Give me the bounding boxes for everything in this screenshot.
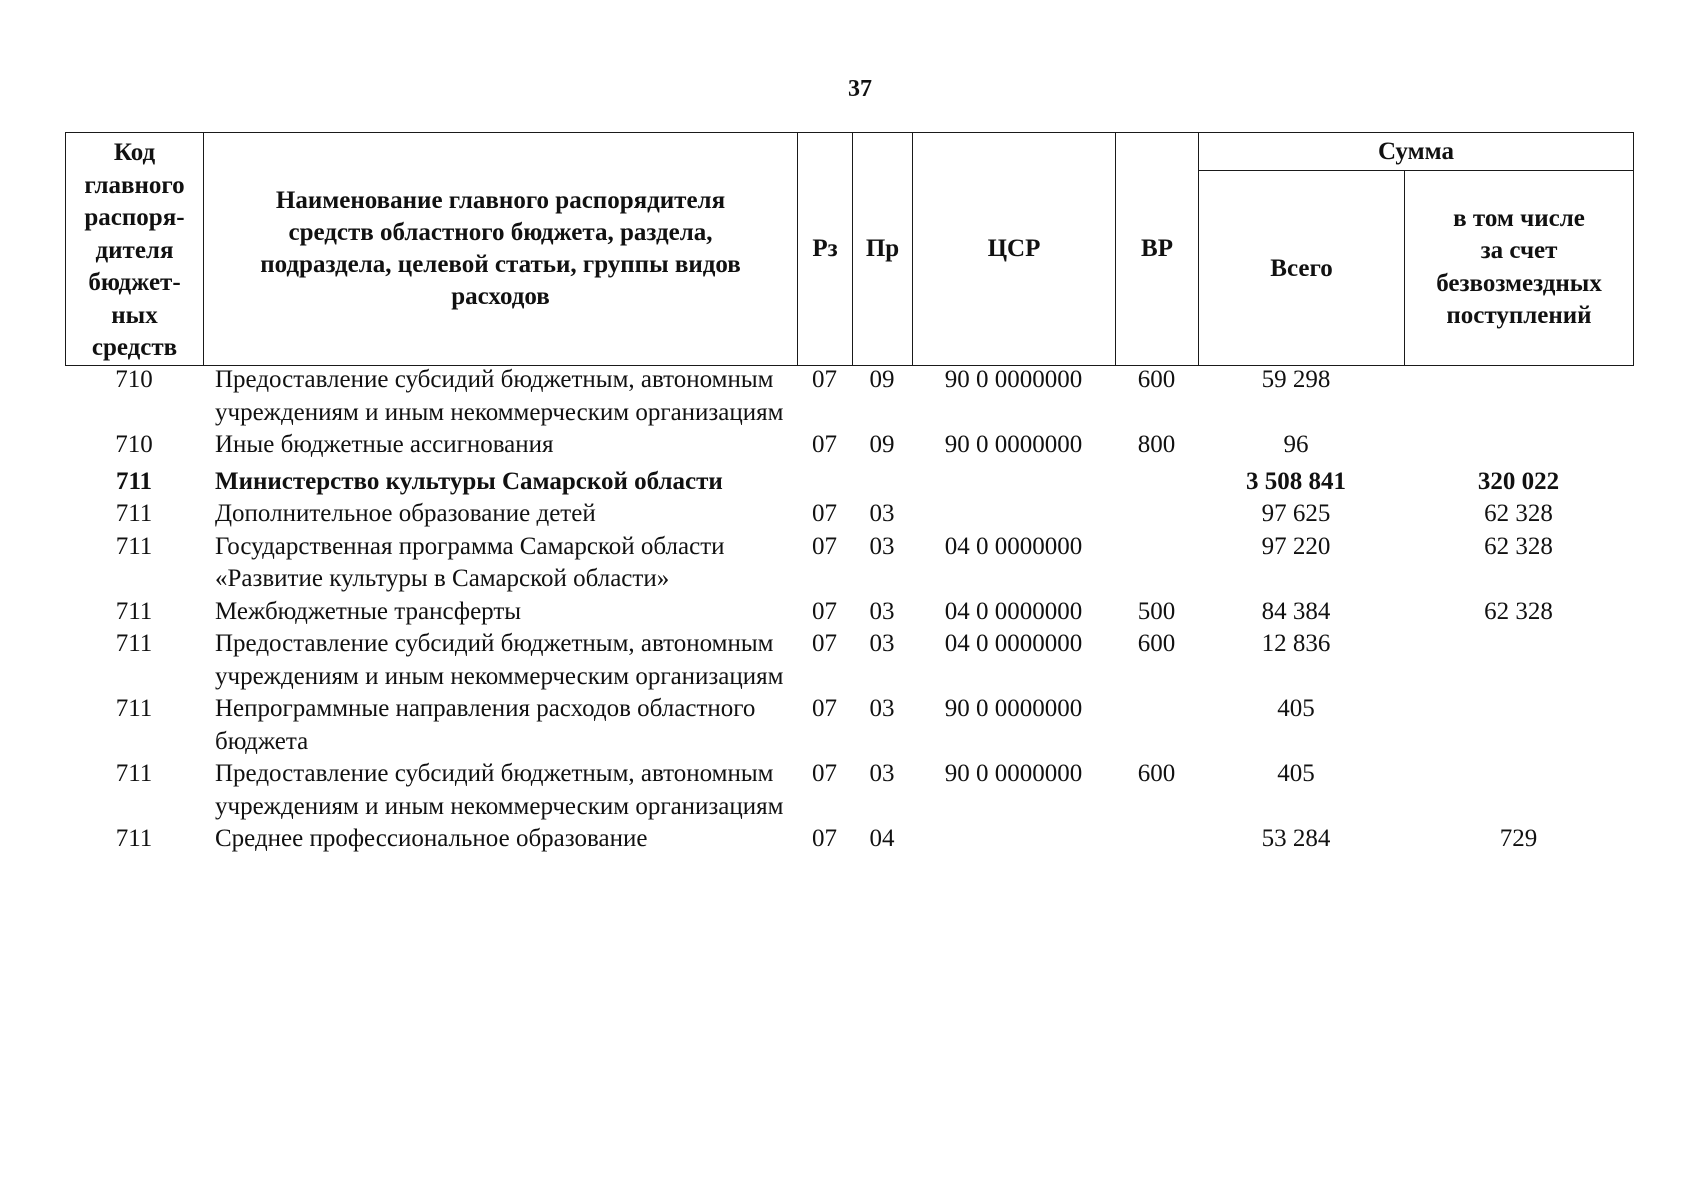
row-csr xyxy=(912,823,1115,856)
row-total: 12 836 xyxy=(1261,630,1331,657)
row-vr: 600 xyxy=(1137,760,1176,787)
row-vr: 600 xyxy=(1137,366,1176,393)
row-rz: 07 xyxy=(812,431,837,458)
header-vr: ВР xyxy=(1116,133,1199,366)
row-pr: 03 xyxy=(869,630,895,657)
row-code: 710 xyxy=(115,366,153,393)
row-vr xyxy=(1115,531,1198,596)
header-code-text: Код главного распоря- дителя бюджет- ных средств xyxy=(84,139,185,361)
row-vr xyxy=(1115,462,1198,499)
row-code: 711 xyxy=(115,760,153,787)
row-incl: 729 xyxy=(1499,825,1538,852)
row-rz: 07 xyxy=(812,366,837,393)
row-total: 97 625 xyxy=(1261,500,1331,527)
header-code xyxy=(66,133,204,366)
row-vr xyxy=(1115,693,1198,758)
row-csr: 04 0 0000000 xyxy=(944,532,1083,560)
row-vr: 800 xyxy=(1137,431,1176,458)
row-name: Предоставление субсидий бюджетным, автономным учреждениям и иным некоммерческим организациям xyxy=(215,630,784,690)
row-pr: 03 xyxy=(869,500,895,527)
row-name: Межбюджетные трансферты xyxy=(215,597,522,625)
row-incl: 62 328 xyxy=(1484,532,1553,560)
row-rz: 07 xyxy=(812,630,837,657)
row-incl: 320 022 xyxy=(1477,467,1560,495)
row-pr: 09 xyxy=(869,366,895,393)
row-code: 711 xyxy=(115,500,153,527)
row-total: 59 298 xyxy=(1261,366,1331,393)
row-rz: 07 xyxy=(812,760,837,787)
row-vr: 600 xyxy=(1137,630,1176,657)
budget-table xyxy=(65,364,1633,856)
row-code: 711 xyxy=(115,467,153,495)
table-row xyxy=(65,429,1633,462)
header-rz: Рз xyxy=(798,133,853,366)
row-rz: 07 xyxy=(812,695,837,722)
row-total: 405 xyxy=(1277,695,1315,722)
table-row xyxy=(65,531,1633,596)
row-csr: 04 0 0000000 xyxy=(944,630,1083,657)
table-row xyxy=(65,693,1633,758)
row-pr: 03 xyxy=(869,597,895,625)
row-total: 97 220 xyxy=(1261,532,1331,560)
row-name: Предоставление субсидий бюджетным, автономным учреждениям и иным некоммерческим организациям xyxy=(215,366,784,426)
row-code: 711 xyxy=(115,825,153,852)
row-total: 53 284 xyxy=(1261,825,1331,852)
row-rz: 07 xyxy=(812,597,837,625)
row-name: Иные бюджетные ассигнования xyxy=(215,431,554,458)
row-incl: 62 328 xyxy=(1484,597,1553,625)
row-vr: 500 xyxy=(1137,597,1176,625)
row-incl xyxy=(1404,628,1633,693)
header-name-text: Наименование главного распорядителя средств областного бюджета, раздела, подраздела, целевой статьи, группы видов расходов xyxy=(260,186,741,310)
row-name: Предоставление субсидий бюджетным, автономным учреждениям и иным некоммерческим организациям xyxy=(215,760,784,820)
row-pr: 04 xyxy=(869,825,895,852)
header-incl-text: в том числе за счет безвозмездных поступлений xyxy=(1436,204,1602,330)
table-header xyxy=(65,132,1634,366)
row-rz: 07 xyxy=(812,825,837,852)
table-row xyxy=(65,364,1633,429)
table-row xyxy=(65,462,1633,499)
row-incl xyxy=(1404,364,1633,429)
row-total: 84 384 xyxy=(1261,597,1331,625)
row-total: 96 xyxy=(1283,431,1309,458)
row-incl xyxy=(1404,693,1633,758)
row-total: 405 xyxy=(1277,760,1315,787)
row-name: Среднее профессиональное образование xyxy=(215,825,648,852)
row-csr xyxy=(912,498,1115,531)
row-name: Министерство культуры Самарской области xyxy=(215,467,723,495)
table-row xyxy=(65,498,1633,531)
page-number: 37 xyxy=(848,76,872,102)
row-vr xyxy=(1115,498,1198,531)
header-sum: Сумма xyxy=(1199,133,1634,171)
row-csr xyxy=(912,462,1115,499)
row-name: Непрограммные направления расходов областного бюджета xyxy=(215,695,756,755)
row-pr: 03 xyxy=(869,532,895,560)
row-incl xyxy=(1404,758,1633,823)
row-code: 711 xyxy=(115,532,153,560)
row-csr: 90 0 0000000 xyxy=(944,431,1083,458)
row-name: Дополнительное образование детей xyxy=(215,500,596,527)
row-rz: 07 xyxy=(812,532,837,560)
row-vr xyxy=(1115,823,1198,856)
row-pr: 03 xyxy=(869,760,895,787)
header-incl xyxy=(1405,171,1634,366)
row-name: Государственная программа Самарской области «Развитие культуры в Самарской области» xyxy=(215,532,725,592)
row-code: 711 xyxy=(115,597,153,625)
row-csr: 04 0 0000000 xyxy=(944,597,1083,625)
row-code: 711 xyxy=(115,630,153,657)
header-total: Всего xyxy=(1199,171,1405,366)
table-row xyxy=(65,628,1633,693)
header-csr: ЦСР xyxy=(913,133,1116,366)
row-total: 3 508 841 xyxy=(1246,467,1346,495)
row-rz xyxy=(797,462,852,499)
row-rz: 07 xyxy=(812,500,837,527)
row-code: 711 xyxy=(115,695,153,722)
table-row xyxy=(65,596,1633,629)
header-name xyxy=(204,133,798,366)
row-incl xyxy=(1404,429,1633,462)
row-csr: 90 0 0000000 xyxy=(944,366,1083,393)
row-csr: 90 0 0000000 xyxy=(944,760,1083,787)
row-csr: 90 0 0000000 xyxy=(944,695,1083,722)
table-row xyxy=(65,823,1633,856)
row-pr xyxy=(852,462,912,499)
row-pr: 09 xyxy=(869,431,895,458)
table-row xyxy=(65,758,1633,823)
row-incl: 62 328 xyxy=(1484,500,1553,527)
header-pr: Пр xyxy=(853,133,913,366)
row-code: 710 xyxy=(115,431,153,458)
row-pr: 03 xyxy=(869,695,895,722)
